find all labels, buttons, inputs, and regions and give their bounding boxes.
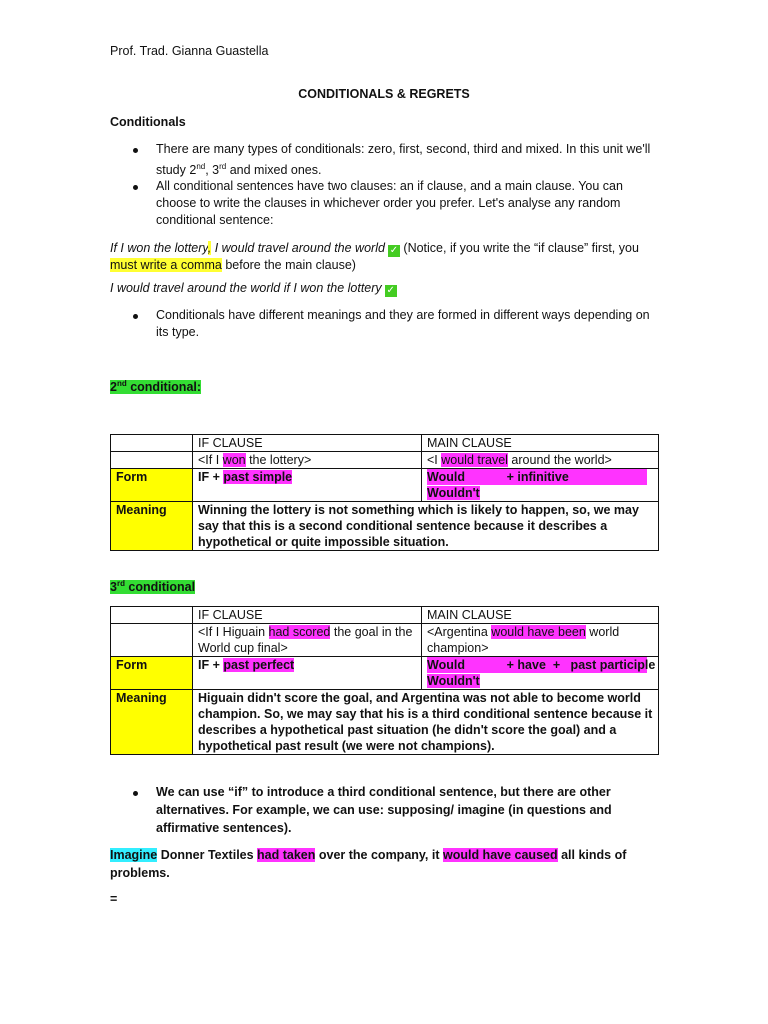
highlight-must-write-comma: must write a comma (110, 258, 222, 272)
checkmark-icon: ✓ (386, 285, 395, 296)
highlight-form: Would + infinitive (427, 469, 647, 485)
note-text: (Notice, if you write the “if clause” first, you (399, 241, 639, 255)
table-row (111, 607, 659, 624)
table-row (111, 435, 659, 452)
bullet-dot (133, 314, 138, 319)
table-row (111, 624, 659, 657)
sup-rd: rd (219, 162, 227, 171)
heading-num: 2 (110, 380, 117, 395)
example-if-cell: <If I won the lottery> (193, 452, 422, 469)
table-cell-empty (111, 452, 193, 469)
bullet-text: , 3 (205, 163, 220, 178)
table-row (111, 657, 659, 690)
table-row (111, 452, 659, 469)
second-conditional-heading (110, 379, 201, 394)
highlight-form: past simple (223, 470, 293, 484)
highlight-comma: , (207, 241, 212, 255)
document-title: CONDITIONALS & REGRETS (298, 87, 470, 101)
form-label: Form (111, 469, 193, 502)
third-conditional-heading (110, 579, 195, 594)
table-cell-empty (111, 624, 193, 657)
form-if-cell: IF + past perfect (193, 657, 422, 690)
bullet-dot (133, 791, 138, 796)
example-sentence-2 (110, 280, 650, 297)
bullet-text: and mixed ones. (226, 163, 322, 178)
col-header-main: MAIN CLAUSE (422, 607, 659, 624)
heading-sup: nd (116, 379, 127, 388)
bullet-3: Conditionals have different meanings and they are formed in different ways depending on its type. (156, 308, 650, 339)
highlight-verb: had taken (257, 848, 316, 862)
highlight-verb: would travel (441, 453, 508, 467)
example-sentence-1 (110, 240, 650, 274)
form-if-cell: IF + past simple (193, 469, 422, 502)
note-text: before the main clause) (221, 258, 356, 272)
example-main-cell: <Argentina would have been world champion> (422, 624, 659, 657)
table-row (111, 469, 659, 502)
table-cell-empty (111, 607, 193, 624)
form-label: Form (111, 657, 193, 690)
bullet-intro-1 (156, 141, 664, 179)
section-heading: Conditionals (110, 115, 186, 129)
second-conditional-table (110, 434, 659, 551)
table-row (111, 690, 659, 755)
example-main-cell: <I would travel around the world> (422, 452, 659, 469)
form-main-cell (422, 657, 659, 690)
highlight-verb: won (222, 453, 246, 467)
heading-sup: rd (116, 579, 125, 588)
meaning-cell: Winning the lottery is not something which is likely to happen, so, we may say that this is a second conditional sentence because it describes a hypothetical or quite impossible situation. (193, 502, 659, 551)
trailing-symbol: = (110, 892, 118, 906)
bullet-4: We can use “if” to introduce a third conditional sentence, but there are other alternatives. For example, we can use: supposing/ imagine (in questions and affirmative sentences). (156, 785, 612, 835)
bullet-text: There are many types of conditionals: zero, first, second, third and mixed. In this unit we'll study 2 (156, 142, 651, 178)
highlight-verb: would have caused (442, 848, 558, 862)
heading-num: 3 (110, 580, 117, 595)
highlight-form: Wouldn't (427, 486, 480, 500)
highlight-verb: would have been (491, 625, 586, 639)
checkmark-icon: ✓ (389, 245, 399, 256)
author-header: Prof. Trad. Gianna Guastella (110, 44, 269, 58)
heading-rest: conditional: (126, 380, 202, 395)
example-text: I would travel around the world if I won the lottery (110, 281, 382, 295)
example-text: I would travel around the world (211, 241, 385, 255)
highlight-form: Wouldn't (427, 674, 480, 688)
col-header-if: IF CLAUSE (193, 607, 422, 624)
highlight-form: Would + have + past participle (427, 658, 656, 672)
sup-nd: nd (196, 162, 206, 171)
third-conditional-table (110, 606, 659, 755)
meaning-label: Meaning (111, 690, 193, 755)
bullet-intro-2: All conditional sentences have two clauses: an if clause, and a main clause. You can choose to write the clauses in whichever order you prefer. Let's analyse any random conditional sentence: (156, 179, 623, 227)
form-main-cell (422, 469, 659, 502)
table-row (111, 502, 659, 551)
table-cell-empty (111, 435, 193, 452)
example-sentence-3: Imagine Donner Textiles had taken over the company, it would have caused all kinds of problems. (110, 848, 627, 880)
highlight-form: past perfect (223, 658, 295, 672)
col-header-if: IF CLAUSE (193, 435, 422, 452)
bullet-dot (133, 148, 138, 153)
heading-rest: conditional (124, 580, 196, 595)
col-header-main: MAIN CLAUSE (422, 435, 659, 452)
example-if-cell: <If I Higuain had scored the goal in the World cup final> (193, 624, 422, 657)
highlight-imagine: Imagine (110, 848, 158, 862)
example-text: If I won the lottery (110, 241, 208, 255)
bullet-dot (133, 185, 138, 190)
meaning-cell: Higuain didn't score the goal, and Argentina was not able to become world champion. So, we may say that his is a third conditional sentence because it describes a hypothetical past situation (he didn't score the goal) and a hypothetical past result (we were not champions). (193, 690, 659, 755)
highlight-verb: had scored (268, 625, 331, 639)
meaning-label: Meaning (111, 502, 193, 551)
